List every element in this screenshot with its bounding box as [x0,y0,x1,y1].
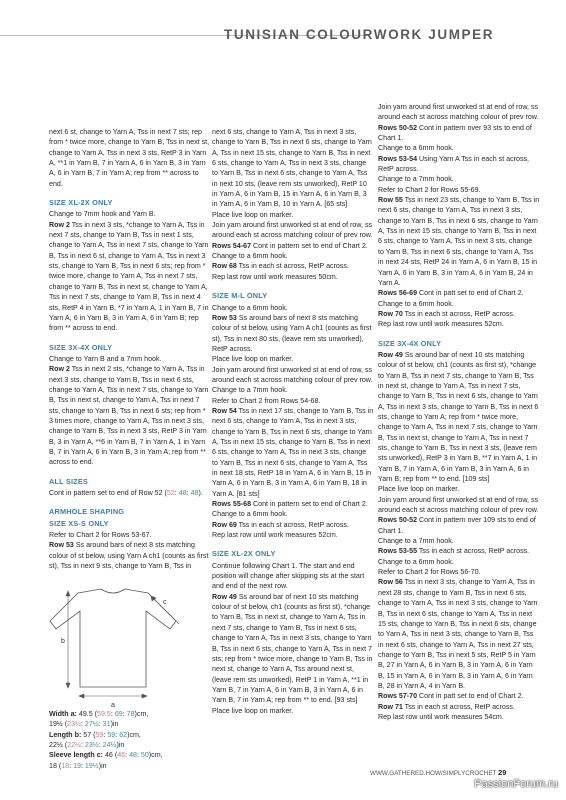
text: : [103,730,108,739]
paragraph: Rep last row until work measures 52cm. [378,320,504,329]
row-text: Cont in pattern over 109 sts to end of Chart 1. [378,516,536,535]
paragraph: Change to a 6mm hook. [212,303,288,312]
size-value: 48 [178,489,187,497]
row-label: Row 2 [49,220,70,229]
row-label: Row 49 [378,350,403,359]
paragraph [378,691,540,701]
row-label: Rows 53-54 [378,154,418,163]
text: : [69,761,74,770]
heading-size: 3X-4X [397,338,419,348]
page-footer [370,768,506,777]
paragraph [378,577,540,691]
label-a: a [111,702,115,709]
heading-text: ONLY [244,291,268,301]
column-3 [378,102,540,722]
text: : [186,489,191,497]
paragraph: Join yarn around first unworked st at end of row, ss around each st across matching colour of prev row. [212,365,373,384]
size-value: 62 [119,730,128,739]
row-label: Row 55 [378,196,403,205]
row-label: Row 70 [378,309,403,318]
measurements [49,709,209,771]
paragraph [212,406,374,499]
section-heading [378,339,540,349]
paragraph: Place live loop on marker. [212,706,294,715]
section-heading: ARMHOLE SHAPING [49,507,125,517]
text: )cm, [134,710,149,718]
row-label: Rows 57-70 [378,692,418,701]
paragraph: Continue following Chart 1. The start and end position will change after skipping sts at the start and end of the next row. [212,561,365,591]
paragraph: Change to a 7mm hook. [212,386,288,395]
heading-text: ONLY [418,338,442,348]
heading-text: SIZE [49,198,69,208]
row-text: Cont in patt set to end of Chart 2. [417,289,524,298]
jumper-schematic [46,583,181,709]
size-value: 23½ [67,720,81,729]
section-heading: ALL SIZES [49,476,88,486]
heading-text: ONLY [89,342,113,352]
heading-text: SIZE [49,518,69,528]
row-label: Row 2 [49,365,70,374]
row-label: Row 49 [212,592,237,601]
text: : [174,489,179,497]
row-text: Tss in each st across, RetP across. [417,547,530,556]
paragraph: Change to a 6mm hook. [378,144,454,153]
arrow-right-icon [142,694,147,698]
text: )in [110,720,119,729]
text: : [122,710,127,718]
paragraph: Refer to Chart 2 for Rows 55-69. [378,185,481,194]
row-label: Row 53 [49,541,74,550]
paragraph [49,220,211,334]
column-1 [49,127,211,571]
paragraph [212,592,374,706]
text: ). [198,489,203,497]
text: )cm, [148,751,163,760]
paragraph: next 6 st, change to Yarn A, Tss in next 7 sts; rep from * twice more, change to Yarn B, Tss in next st, change to Yarn A, Tss in next 3 sts, RetP 3 in Yarn A, **1 in Yarn B, 7 in Yarn A, 6 in Yarn B, 3 in Yarn A, 6 in Yarn B, 7 in Yarn A; rep from ** across to end. [49,128,210,188]
paragraph: Refer to Chart 2 for Rows 56-70. [378,568,481,577]
size-value: 59 [95,730,104,739]
text: : [136,751,141,760]
row-label: Rows 50-52 [378,516,418,525]
row-label: Row 56 [378,578,403,587]
row-text: Ss around bars of next 8 sts matching colour of st below, using Yarn A ch1 (counts as first st), Tss in next 80 sts, (leave rem sts unworked), RetP across. [212,313,372,353]
row-text: Tss in each st across, RetP across. [402,702,515,711]
paragraph [378,515,540,536]
measure-label: Width a: [49,710,77,718]
section-heading [49,198,211,208]
row-text: Cont in pattern set to end of Chart 2. [251,241,368,250]
paragraph [212,520,374,530]
row-text: Tss in next 17 sts, change to Yarn B, Tss in next 6 sts, change to Yarn A, Tss in next 3 sts, change to Yarn B, Tss in next 6 sts, change to Yarn A, Tss in next 15 sts, change to Yarn B, Tss in next 6 sts, change to Yarn A, Tss in next 3 sts, change to Yarn B, Tss in next 6 sts, change to Yarn A, Tss in next 18 sts, RetP 18 in Yarn A, 6 in Yarn B, 15 in Yarn A, 6 in Yarn B, 3 in Yarn A, 6 in Yarn B, 18 in Yarn A. [81 sts] [212,406,374,498]
row-text: Ss around bar of next 10 sts matching colour of st below, ch1 (counts as first st), *change to Yarn B, Tss in next st, change to Yarn A, Tss in next 7 sts, change to Yarn B, Tss in next 6 sts, change to Yarn A, Tss in next 3 sts, change to Yarn B, Tss in next 6 sts, change to Yarn A, Tss in next 7 sts; rep from * twice more, change to Yarn B, Tss in next st, change to Yarn A, Tss around next st, (leave rem sts unworked), RetP 1 in Yarn A, **1 in Yarn B, 7 in Yarn A, 6 in Yarn B, 3 in Yarn A, 6 in Yarn B, 7 in Yarn A; rep from ** to end. [93 sts] [212,592,373,705]
text: 49.5 ( [76,710,98,718]
size-value: 22½ [67,741,81,750]
measure-label: Sleeve length c: [49,751,104,760]
page-header [0,0,566,52]
sleeve-measure-in [49,761,209,771]
watermark: PassionForum.ru [474,778,558,790]
text: )cm, [127,730,141,739]
label-b: b [61,638,65,645]
paragraph: Refer to Chart 2 for Rows 53-67. [49,531,152,540]
size-value: 46 [117,751,126,760]
row-label: Row 69 [212,520,237,529]
size-value: 50 [140,751,149,760]
size-value: 48 [190,489,199,497]
paragraph [378,546,540,556]
text: 18 ( [49,761,62,770]
text: : [125,751,130,760]
size-value: 78 [126,710,135,718]
column-2 [212,127,374,716]
paragraph: Rep last row until work measures 54cm. [378,712,504,721]
sleeve-measure [49,750,209,760]
heading-size: XL-2X [68,198,90,208]
heading-size: M-L [231,291,245,301]
size-value: 59.5 [97,710,111,718]
text: : [98,741,103,750]
heading-text: ONLY [252,549,276,559]
size-value: 52 [166,489,175,497]
size-value: 19½ [84,761,99,770]
text: : [80,720,85,729]
page-title: TUNISIAN COLOURWORK JUMPER [224,27,495,42]
paragraph [378,350,540,484]
paragraph: Change to Yarn B and a 7mm hook. [49,354,162,363]
paragraph: Change to 7mm hook and Yarn B. [49,210,156,219]
paragraph: Place live loop on marker. [378,485,460,494]
row-text: Cont in pattern over 93 sts to end of Chart 1. [378,123,532,143]
paragraph: Change to a 6mm hook. [378,299,454,308]
row-text: Cont in pattern set to end of Chart 2. [251,500,368,509]
paragraph: Join yarn around first unworked st at end of row, ss around each st across matching colour of prev row. [212,221,373,240]
section-heading [212,291,374,301]
paragraph: Join yarn around first unworked st at end of row, ss around each st across matching colour of prev row. [378,103,539,122]
heading-text: ONLY [86,518,109,528]
section-heading [49,343,211,353]
measure-label: Length b: [49,730,82,739]
heading-text: SIZE [49,342,69,352]
heading-size: 3X-4X [68,342,90,352]
row-label: Rows 50-52 [378,123,418,132]
length-measure-in [49,740,209,750]
arrow-up-icon [66,591,70,596]
text: 19½ ( [49,720,68,729]
row-text: Tss in each st across, RetP across. [236,262,349,271]
row-label: Row 54 [212,406,237,415]
text: : [115,730,120,739]
text: Cont in pattern set to end of Row 52 ( [49,489,167,497]
paragraph [212,261,374,271]
text: 46 ( [103,751,118,760]
size-value: 19 [73,761,81,770]
row-text: Tss in next 2 sts, *change to Yarn A, Tss in next 3 sts, change to Yarn B, Tss in next 6 sts, change to Yarn A, Tss in next 7 sts, change to Yarn B, Tss in next st, change to Yarn A, Tss in next 7 sts, change to Yarn B, Tss in next 6 sts; rep from * 3 times more, change to Yarn A, Tss in next 3 sts, change to Yarn B, Tss in next 3 sts, RetP 3 in Yarn B, 3 in Yarn A, **6 in Yarn B, 7 in Yarn A, 1 in Yarn B, 7 in Yarn A, 6 in Yarn B, 3 in Yarn A; rep from ** across to end. [49,365,209,467]
heading-text: SIZE [378,338,398,348]
size-value: 27½ [84,720,99,729]
width-measure [49,709,209,719]
row-text: Ss around bars of next 8 sts matching colour of st below, using Yarn A ch1 (counts as first st), Tss in next 9 sts, change to Yarn B, Tss in [49,541,209,571]
paragraph: next 6 sts, change to Yarn A, Tss in next 3 sts, change to Yarn B, Tss in next 6 sts, change to Yarn A, Tss in next 15 sts, change to Yarn B, Tss in next 6 sts, change to Yarn A, Tss in next 3 sts, change to Yarn B, Tss in next 6 sts, change to Yarn A, Tss in next 10 sts, (leave rem sts unworked), RetP 10 in Yarn A, 6 in Yarn B, 15 in Yarn A, 6 in Yarn B, 3 in Yarn A, 6 in Yarn B, 10 in Yarn A. [65 sts] [212,128,372,209]
paragraph: Place live loop on marker. [212,210,294,219]
text: )in [116,741,125,750]
row-label: Rows 53-55 [378,547,418,556]
heading-text: SIZE [212,291,232,301]
paragraph [378,123,540,144]
text: )in [98,761,107,770]
paragraph [212,241,374,251]
row-text: Tss in next 23 sts, change to Yarn B, Tss in next 6 sts, change to Yarn A, Tss in next 3 sts, change to Yarn B, Tss in next 6 sts, change to Yarn A, Tss in next 15 sts, change to Yarn B, Tss in next 6 sts, change to Yarn A, Tss in next 3 sts, change to Yarn B, Tss in next 6 sts, change to Yarn A, Tss in next 24 sts, RetP 24 in Yarn A, 6 in Yarn B, 15 in Yarn A, 6 in Yarn B, 3 in Yarn A, 6 in Yarn B, 24 in Yarn A. [378,196,540,287]
text: : [80,761,85,770]
width-measure-in [49,719,209,729]
paragraph: Change to a 7mm hook. [378,175,454,184]
row-label: Row 53 [212,313,237,322]
size-value: 18 [61,761,70,770]
paragraph [378,195,540,288]
paragraph [49,540,211,571]
text: 57 ( [81,730,96,739]
row-text: Tss in next 3 sts, change to Yarn A, Tss in next 28 sts, change to Yarn B, Tss in next 6 sts, change to Yarn A, Tss in next 3 sts, change to Yarn B, Tss in next 6 sts, change to Yarn A, Tss in next 15 sts, change to Yarn B, Tss in next 6 sts, change to Yarn A, Tss in next 3 sts, change to Yarn B, Tss in next 6 sts, change to Yarn A, Tss in next 27 sts, change to Yarn B, Tss in next 5 sts, RetP 5 in Yarn B, 27 in Yarn A, 6 in Yarn B, 3 in Yarn A, 6 in Yarn B, 15 in Yarn A, 6 in Yarn B, 3 in Yarn A, 6 in Yarn B, 28 in Yarn A, 4 in Yarn B. [378,578,538,690]
text: : [80,741,85,750]
arrow-left-icon [79,694,84,698]
arrow-down-icon [66,683,70,688]
row-text: Cont in patt set to end of Chart 2. [417,692,524,701]
paragraph [378,154,540,175]
row-text: Using Yarn A Tss in each st across, RetP across. [378,154,530,174]
page-number: 29 [498,768,507,777]
paragraph [49,364,211,467]
paragraph: Rep last row until work measures 50cm. [212,272,338,281]
row-text: Tss in next 3 sts, *change to Yarn A, Tss in next 7 sts, change to Yarn B, Tss in next 1 sts, change to Yarn A, Tss in next 7 sts, change to Yarn B, Tss in next 6 st, change to Yarn A, Tss in next 3 sts, change to Yarn B, Tss in next 6 sts; rep from * twice more, change to Yarn A, Tss in next 7 sts, change to Yarn B, Tss in next st, change to Yarn A, Tss in next 7 sts, change to Yarn B, Tss in next 4 sts, RetP 4 in Yarn B, *7 in Yarn A, 1 in Yarn B, 7 in Yarn A, 6 in Yarn B, 3 in Yarn A, 6 in Yarn B; rep from ** across to end. [49,220,209,333]
paragraph: Change to a 6mm hook. [378,557,454,566]
row-label: Row 68 [212,262,237,271]
row-text: Ss around bar of next 10 sts matching colour of st below, ch1 (counts as first st), *change to Yarn B, Tss in next 7 sts, change to Yarn B, Tss in next st, change to Yarn A, Tss in next 7 sts, change to Yarn B, Tss in next 6 sts, change to Yarn A, Tss in next 3 sts, change to Yarn B, Tss in next 6 sts, change to Yarn A; rep from * twice more, change to Yarn A, Tss in next 7 sts, change to Yarn B, Tss in next st, change to Yarn A, Tss in next 7 sts, change to Yarn B, Tss in next 3 sts, (leave rem sts unworked), RetP 3 in Yarn B, **7 in Yarn A, 1 in Yarn B, 7 in Yarn A, 6 in Yarn B, 3 in Yarn A, 6 in Yarn B; rep from ** to end. [109 sts] [378,350,539,484]
paragraph [212,499,374,509]
size-value: 31 [102,720,111,729]
size-value: 23½ [84,741,99,750]
paragraph [378,702,540,712]
paragraph: Rep last row until work measures 52cm. [212,531,338,540]
paragraph: Refer to Chart 2 from Rows 54-68. [212,396,321,405]
size-value: 24½ [102,741,117,750]
jumper-outline [50,589,176,687]
heading-size: XS-S [68,518,87,528]
text: : [110,710,115,718]
paragraph [378,309,540,319]
paragraph: Change to a 6mm hook. [212,252,288,261]
section-heading [49,519,211,529]
row-label: Rows 54-67 [212,241,252,250]
length-measure [49,730,209,740]
footer-url[interactable]: WWW.GATHERED.HOW/SIMPLYCROCHET [370,770,497,777]
size-value: 69 [114,710,123,718]
row-label: Row 71 [378,702,403,711]
heading-text: ONLY [89,198,113,208]
size-value: 59 [107,730,116,739]
text: 22½ ( [49,741,68,750]
row-label: Rows 56-69 [378,289,418,298]
heading-text: SIZE [212,549,232,559]
paragraph: Change to a 6mm hook. [212,510,288,519]
heading-size: XL-2X [231,549,253,559]
paragraph: Change to a 7mm hook. [378,537,454,546]
paragraph [212,313,374,354]
row-text: Tss in each st across, RetP across. [236,520,349,529]
text: : [98,720,103,729]
paragraph: Place live loop on marker. [212,355,294,364]
label-c: c [163,599,167,606]
row-text: Tss in each st across, RetP across. [402,309,515,318]
paragraph [378,288,540,298]
paragraph: Join yarn around first unworked st at end of row, ss around each st across matching colour of prev row. [378,495,539,515]
size-value: 48 [129,751,137,760]
section-heading [212,549,374,559]
paragraph [49,488,211,498]
row-label: Rows 55-68 [212,500,252,509]
